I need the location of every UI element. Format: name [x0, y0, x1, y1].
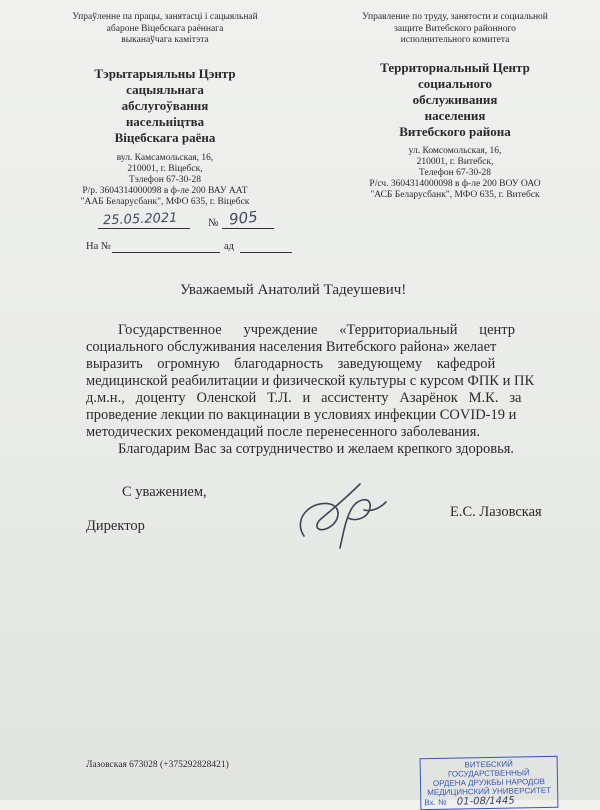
salutation: Уважаемый Анатолий Тадеушевич!: [180, 282, 407, 298]
left-department: [40, 12, 290, 47]
stamp-line: ОРДЕНА ДРУЖБЫ НАРОДОВ: [432, 777, 546, 788]
right-title-line: обслуживания: [412, 92, 498, 107]
left-title-line: Тэрытарыяльны Цэнтр: [94, 66, 236, 81]
left-address-line: "ААБ Беларусбанк", МФО 635, г. Віцебск: [80, 197, 250, 207]
na-label: На №: [86, 241, 111, 252]
right-department: [330, 12, 580, 47]
left-title-line: абслугоўвання: [121, 98, 209, 113]
right-title-line: Витебского района: [399, 124, 511, 139]
stamp-incoming-number: 01-08/1445: [456, 795, 515, 808]
stamp-line: МЕДИЦИНСКИЙ УНИВЕРСИТЕТ: [427, 785, 552, 798]
handwritten-signature: [282, 478, 392, 558]
left-title-line: Віцебскага раёна: [114, 130, 216, 145]
right-title-line: социального: [417, 76, 493, 91]
body-line: Государственное учреждение «Территориальный центр: [118, 322, 516, 338]
right-address-line: Телефон 67-30-28: [419, 168, 491, 178]
left-address: [40, 153, 290, 208]
right-department-line: защите Витебского районного: [394, 23, 516, 34]
body-line: методических рекомендаций после перенесенного заболевания.: [86, 424, 480, 440]
left-department-line: выканаўчага камітэта: [121, 35, 209, 45]
right-address-line: Р/сч. 3604314000098 в ф-ле 200 ВОУ ОАО: [369, 179, 541, 189]
stamp-incoming-label: Вх. №: [424, 797, 447, 808]
right-title-line: населения: [424, 108, 486, 123]
closing-phrase: С уважением,: [122, 484, 207, 500]
left-address-line: Тэлефон 67-30-28: [129, 175, 201, 185]
body-line: социального обслуживания населения Витебского района» желает: [86, 339, 497, 355]
left-address-line: Р/р. 3604314000098 в ф-ле 200 ВАУ ААТ: [82, 186, 248, 196]
body-line: выразить огромную благодарность заведующему кафедрой: [86, 356, 496, 372]
right-address-line: 210001, г. Витебск,: [416, 157, 494, 167]
body-line: проведение лекции по вакцинации в условиях инфекции COVID-19 и: [86, 407, 517, 423]
body-paragraph: [86, 322, 554, 458]
ad-label: ад: [224, 241, 235, 252]
director-title: Директор: [86, 518, 145, 534]
handwritten-number: 905: [228, 207, 259, 229]
na-underline: [112, 252, 220, 253]
left-title-line: насельніцтва: [125, 114, 205, 129]
handwritten-date: 25.05.2021: [102, 210, 178, 229]
left-address-line: вул. Камсамольская, 16,: [116, 153, 214, 163]
stamp-incoming-row: [424, 796, 554, 807]
right-address-line: "АСБ Беларусбанк", МФО 635, г. Витебск: [370, 190, 540, 200]
body-line: медицинской реабилитации и физической культуры с курсом ФПК и ПК: [86, 373, 535, 389]
left-address-line: 210001, г. Віцебск,: [127, 164, 203, 174]
left-department-line: абароне Віцебскага раённага: [106, 23, 224, 34]
date-underline: [98, 228, 190, 229]
left-title-line: сацыяльнага: [126, 82, 204, 97]
number-label: №: [208, 217, 219, 229]
incoming-registration-stamp: [420, 756, 559, 810]
left-organization-title: [40, 66, 290, 146]
right-department-line: исполнительного комитета: [400, 35, 510, 45]
body-line: д.м.н., доценту Оленской Т.Л. и ассистенту Азарёнок М.К. за: [86, 390, 522, 406]
incoming-reference-row: [86, 239, 296, 255]
stamp-line: ВИТЕБСКИЙ ГОСУДАРСТВЕННЫЙ: [447, 759, 530, 779]
thanks-line: Благодарим Вас за сотрудничество и желаем крепкого здоровья.: [118, 441, 515, 457]
right-title-line: Территориальный Центр: [380, 60, 530, 75]
signatory-name: Е.С. Лазовская: [450, 504, 542, 520]
executor-contact: Лазовская 673028 (+375292828421): [86, 760, 229, 770]
right-address: [330, 146, 580, 201]
right-address-line: ул. Комсомольская, 16,: [408, 146, 502, 156]
right-department-line: Управление по труду, занятости и социальной: [362, 12, 548, 22]
number-underline: [222, 228, 274, 229]
left-department-line: Упраўленне па працы, занятасці і сацыяльнай: [72, 12, 258, 22]
ad-underline: [240, 252, 292, 253]
right-organization-title: [330, 60, 580, 140]
reference-date-row: [98, 207, 288, 234]
